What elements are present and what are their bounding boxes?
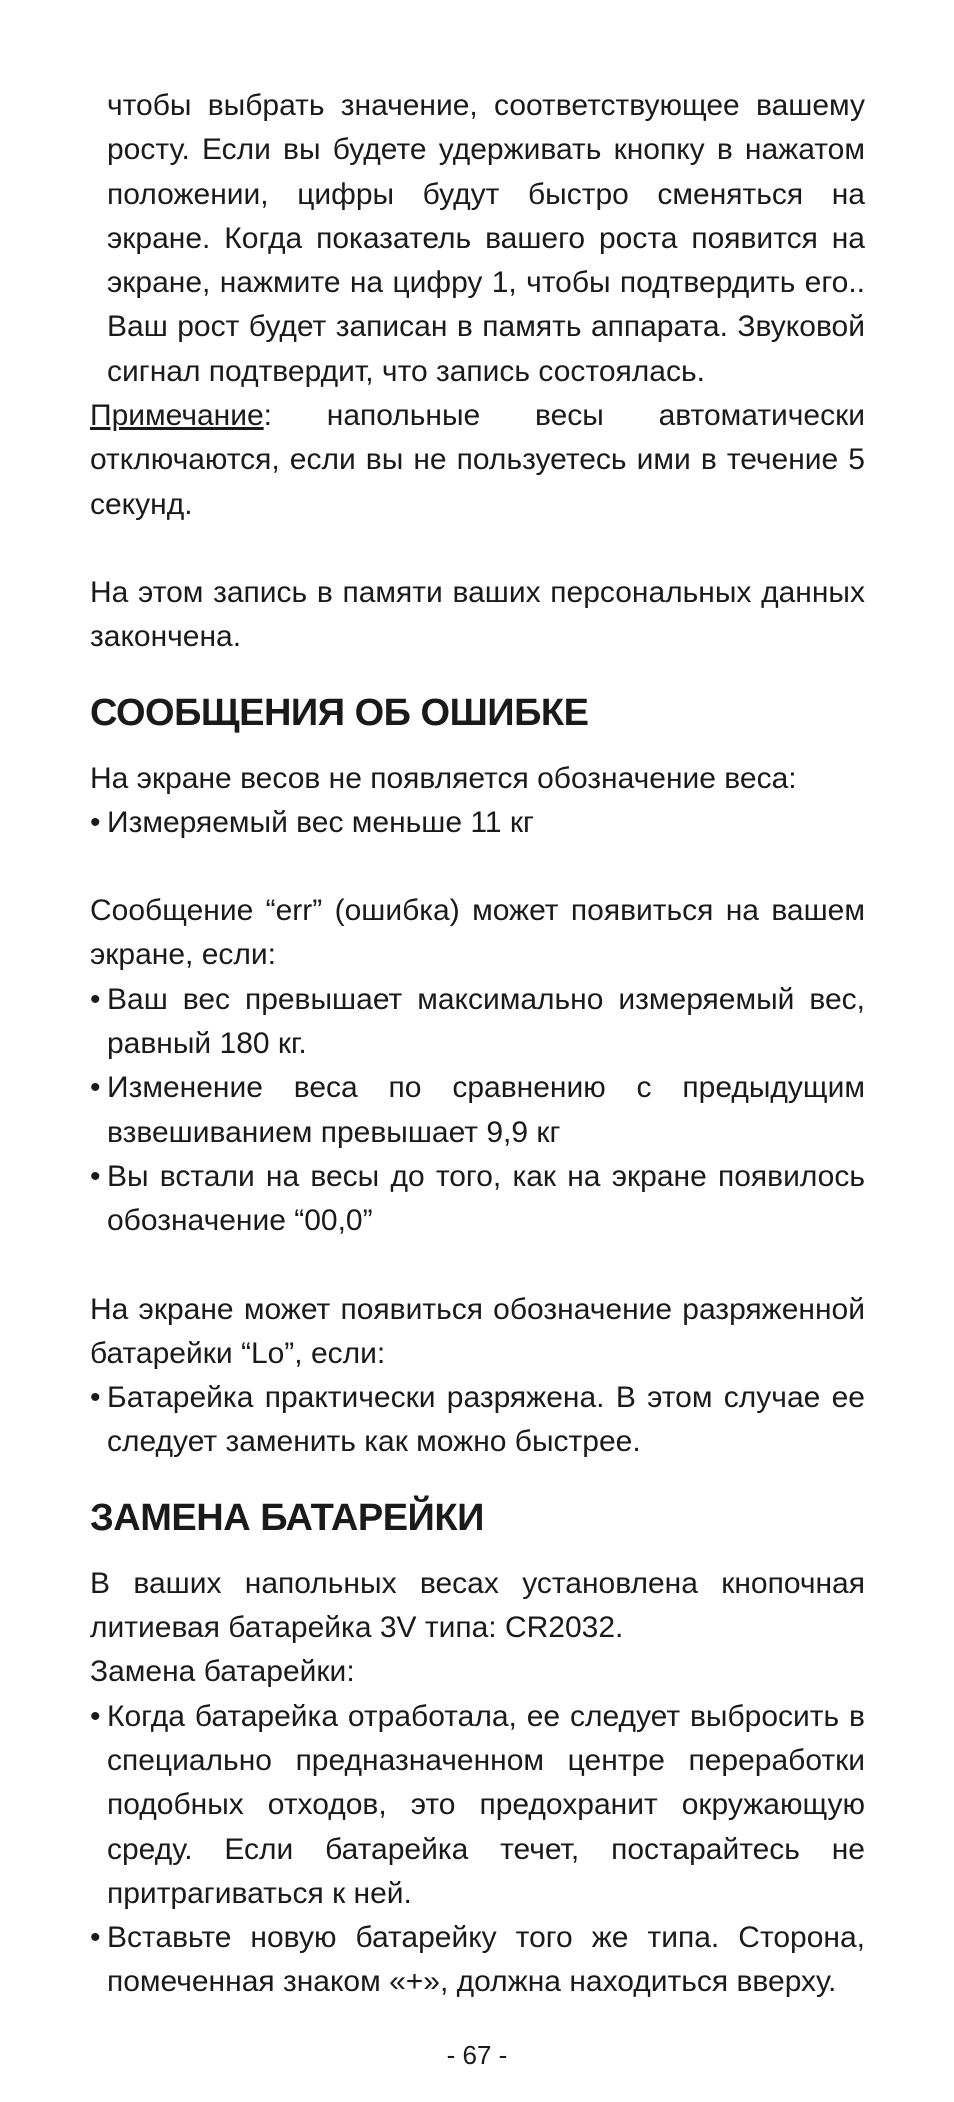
no-weight-intro: На экране весов не появляется обозначение веса: [90,761,797,795]
spacer [90,1244,865,1288]
error-messages-heading: СООБЩЕНИЯ ОБ ОШИБКЕ [90,691,589,734]
height-setting-continuation: чтобы выбрать значение, соответствующее вашему росту. Если вы будете удерживать кнопку в нажатом положении, цифры будут быстро сменяться на экране. Когда показатель вашего роста появится на экране, нажмите на цифру 1, чтобы подтвердить его.. Ваш рост будет записан в память аппарата. Звуковой сигнал подтвердит, что запись состоялась. [107,89,865,388]
bullet-icon: • [90,805,101,839]
list-item: • Батарейка практически разряжена. В этом случае ее следует заменить как можно быстрее. [90,1376,865,1465]
list-item: • Измеряемый вес меньше 11 кг [90,801,865,845]
note-label: Примечание [90,399,264,433]
list-item: • Изменение веса по сравнению с предыдущим взвешиванием превышает 9,9 кг [90,1066,865,1155]
manual-page [90,84,865,2005]
bullet-icon: • [90,1071,101,1105]
low-battery-intro: На экране может появиться обозначение разряженной батарейки “Lo”, если: [90,1292,865,1370]
page-number: - 67 - [446,2040,508,2070]
memory-complete-text: На этом запись в памяти ваших персональных данных закончена. [90,575,865,654]
spacer [90,845,865,889]
list-item: • Вставьте новую батарейку того же типа. Сторона, помеченная знаком «+», должна находиться вверху. [90,1916,865,2005]
battery-sub-label: Замена батарейки: [90,1655,355,1689]
battery-replacement-heading: ЗАМЕНА БАТАРЕЙКИ [90,1496,484,1539]
spacer [90,527,865,571]
list-item: • Ваш вес превышает максимально измеряемый вес, равный 180 кг. [90,978,865,1067]
note-text: : напольные весы автоматически отключаются, если вы не пользуетесь ими в течение 5 секунд. [90,399,865,521]
auto-off-note [90,394,865,527]
err-list [90,978,865,1244]
list-item: • Когда батарейка отработала, ее следует выбросить в специально предназначенном центре переработки подобных отходов, это предохранит окружающую среду. Если батарейка течет, постарайтесь не притрагиваться к ней. [90,1695,865,1916]
bullet-icon: • [90,982,101,1016]
list-item: • Вы встали на весы до того, как на экране появилось обозначение “00,0” [90,1155,865,1244]
bullet-icon: • [90,1159,101,1193]
bullet-icon: • [90,1381,101,1415]
battery-list [90,1695,865,2005]
no-weight-list [90,801,865,845]
low-battery-list [90,1376,865,1465]
bullet-icon: • [90,1699,101,1733]
bullet-icon: • [90,1921,101,1955]
battery-intro: В ваших напольных весах установлена кнопочная литиевая батарейка 3V типа: CR2032. [90,1566,865,1645]
err-intro: Сообщение “err” (ошибка) может появиться на вашем экране, если: [90,894,865,972]
